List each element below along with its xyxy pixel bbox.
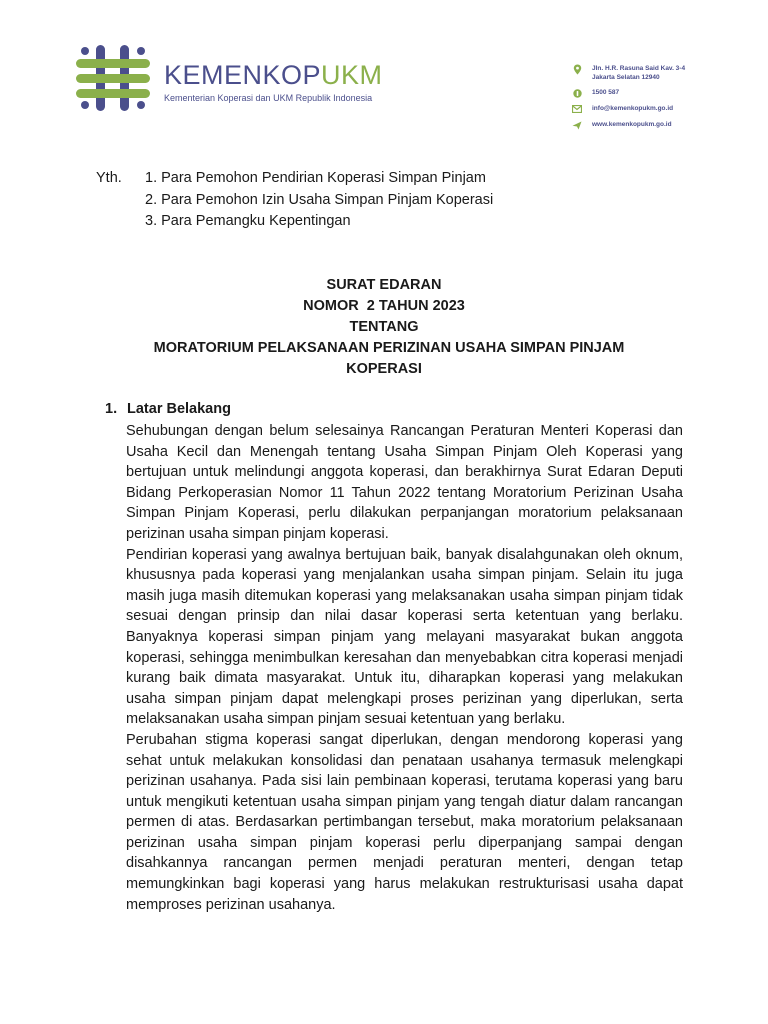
mail-icon [570, 104, 584, 114]
addressee-item: 2. Para Pemohon Izin Usaha Simpan Pinjam Koperasi [145, 191, 494, 208]
title-line-nomor: NOMOR 2 TAHUN 2023 [303, 298, 465, 314]
contact-address-line2: Jakarta Selatan 12940 [592, 74, 660, 81]
body-paragraph: Sehubungan dengan belum selesainya Rancangan Peraturan Menteri Koperasi dan Usaha Kecil dan Menengah tentang Usaha Simpan Pinjam Oleh Koperasi yang bertujuan untuk melindungi anggota koperasi, dan berakhirnya Surat Edaran Deputi Bidang Perkoperasian Nomor 11 Tahun 2022 tentang Moratorium Perizinan Usaha Simpan Pinjam Koperasi, perlu dilakukan perpanjangan moratorium pelaksanaan perizinan usaha simpan pinjam koperasi. [126, 423, 683, 542]
title-line-tentang: TENTANG [349, 319, 419, 335]
document-title [0, 275, 768, 380]
section-body [126, 421, 683, 915]
section-heading [105, 401, 231, 417]
phone-icon [570, 88, 584, 98]
contact-phone-text: 1500 587 [592, 89, 620, 96]
web-icon [570, 120, 584, 130]
addressee-item: 1. Para Pemohon Pendirian Koperasi Simpan Pinjam [145, 170, 486, 186]
brand-subtitle: Kementerian Koperasi dan UKM Republik Indonesia [164, 93, 373, 103]
body-paragraph: Pendirian koperasi yang awalnya bertujuan baik, banyak disalahgunakan oleh oknum, khususnya pada koperasi yang menjalankan usaha simpan pinjam. Selain itu juga masih juga masih ditemukan koperasi yang melaksanakan usaha simpan pinjam tidak sesuai dengan prinsip dan nilai dasar koperasi serta ketentuan yang berlaku. Banyaknya koperasi simpan pinjam yang melayani masyarakat bukan anggota koperasi, sehingga menimbulkan keresahan dan menyebabkan citra koperasi menjadi kurang baik dimata masyarakat. Untuk itu, diharapkan koperasi yang melakukan usaha simpan pinjam dapat melengkapi proses perizinan yang diperlukan, serta melaksanakan usaha simpan pinjam sesuai ketentuan yang berlaku. [126, 546, 683, 728]
addressee-item: 3. Para Pemangku Kepentingan [145, 213, 351, 229]
brand-name-accent: UKM [321, 60, 383, 90]
body-paragraph: Perubahan stigma koperasi sangat diperlukan, dengan mendorong koperasi yang sehat untuk melakukan konsolidasi dan penataan usahanya termasuk melengkapi perizinan usahanya. Pada sisi lain pembinaan koperasi, terutama koperasi yang baru untuk mengikuti ketentuan usaha simpan pinjam yang tengah diatur dalam rancangan permen di atas. Berdasarkan pertimbangan tersebut, maka moratorium pelaksanaan perizinan usaha simpan pinjam koperasi perlu diperpanjang sampai dengan disahkannya rancangan permen menjadi peraturan menteri, dengan tetap memungkinkan bagi koperasi yang harus melakukan restrukturisasi usaha dapat memproses perizinan usahanya. [126, 731, 683, 913]
addressee-label: Yth. [96, 170, 122, 186]
kemenkopukm-logo [74, 43, 152, 113]
contact-email [570, 104, 750, 114]
brand-name-main: KEMENKOP [164, 60, 322, 90]
section-number: 1. [105, 401, 118, 417]
contact-email-text: info@kemenkopukm.go.id [592, 105, 674, 112]
brand [164, 60, 383, 103]
contact-block [570, 64, 750, 136]
contact-address [570, 64, 750, 82]
contact-address-line1: Jln. H.R. Rasuna Said Kav. 3-4 [592, 65, 686, 72]
addressee-list [145, 170, 493, 235]
brand-name [164, 60, 383, 90]
title-line-surat-edaran: SURAT EDARAN [326, 277, 442, 293]
section-title: Latar Belakang [127, 401, 231, 417]
title-line-subject: MORATORIUM PELAKSANAAN PERIZINAN USAHA SIMPAN PINJAM [153, 340, 625, 356]
title-line-subject-cont: KOPERASI [346, 361, 422, 377]
contact-web [570, 120, 750, 130]
location-pin-icon [570, 64, 584, 74]
contact-web-text: www.kemenkopukm.go.id [592, 121, 672, 128]
contact-phone [570, 88, 750, 98]
